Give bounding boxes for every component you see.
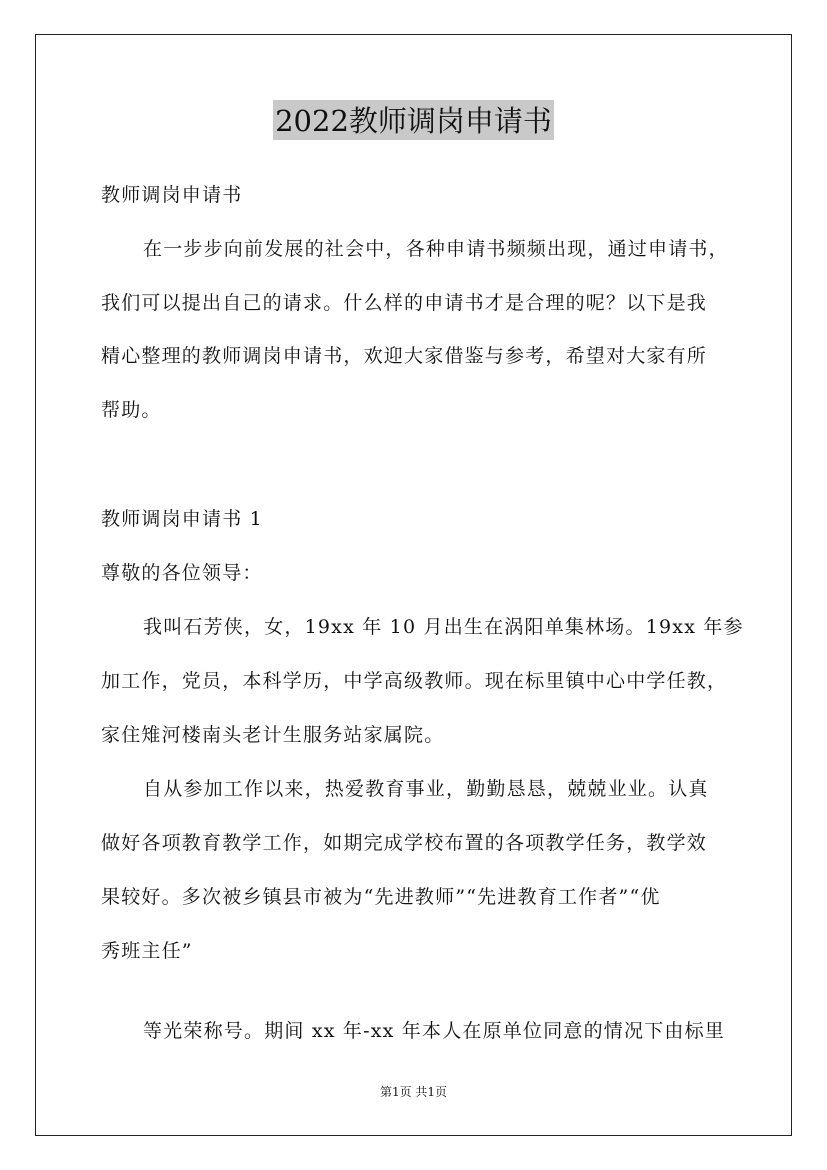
paragraph-line: 在一步步向前发展的社会中，各种申请书频频出现，通过申请书，: [143, 238, 729, 260]
page-footer: 第1页 共1页: [379, 1085, 448, 1099]
section-heading: 教师调岗申请书: [101, 184, 243, 206]
paragraph-line: 我叫石芳侠，女，19xx 年 10 月出生在涡阳单集林场。19xx 年参: [143, 616, 744, 638]
paragraph-line: 等光荣称号。期间 xx 年-xx 年本人在原单位同意的情况下由标里: [143, 1020, 726, 1042]
paragraph-line: 家住雉河楼南头老计生服务站家属院。: [101, 724, 445, 746]
document-title: 2022教师调岗申请书: [273, 100, 554, 140]
paragraph-line: 秀班主任”: [101, 940, 193, 962]
paragraph-line: 精心整理的教师调岗申请书，欢迎大家借鉴与参考，希望对大家有所: [101, 345, 708, 367]
paragraph-line: 果较好。多次被乡镇县市被为“先进教师”“先进教育工作者”“优: [101, 886, 661, 908]
paragraph-line: 自从参加工作以来，热爱教育事业，勤勤恳恳，兢兢业业。认真: [143, 778, 709, 800]
paragraph-line: 帮助。: [101, 399, 162, 421]
paragraph-line: 我们可以提出自己的请求。什么样的申请书才是合理的呢？以下是我: [101, 292, 708, 314]
paragraph-line: 做好各项教育教学工作，如期完成学校布置的各项教学任务，教学效: [101, 832, 708, 854]
paragraph-line: 加工作，党员，本科学历，中学高级教师。现在标里镇中心中学任教，: [101, 670, 728, 692]
salutation: 尊敬的各位领导：: [101, 562, 263, 584]
section-heading: 教师调岗申请书 1: [101, 508, 263, 530]
